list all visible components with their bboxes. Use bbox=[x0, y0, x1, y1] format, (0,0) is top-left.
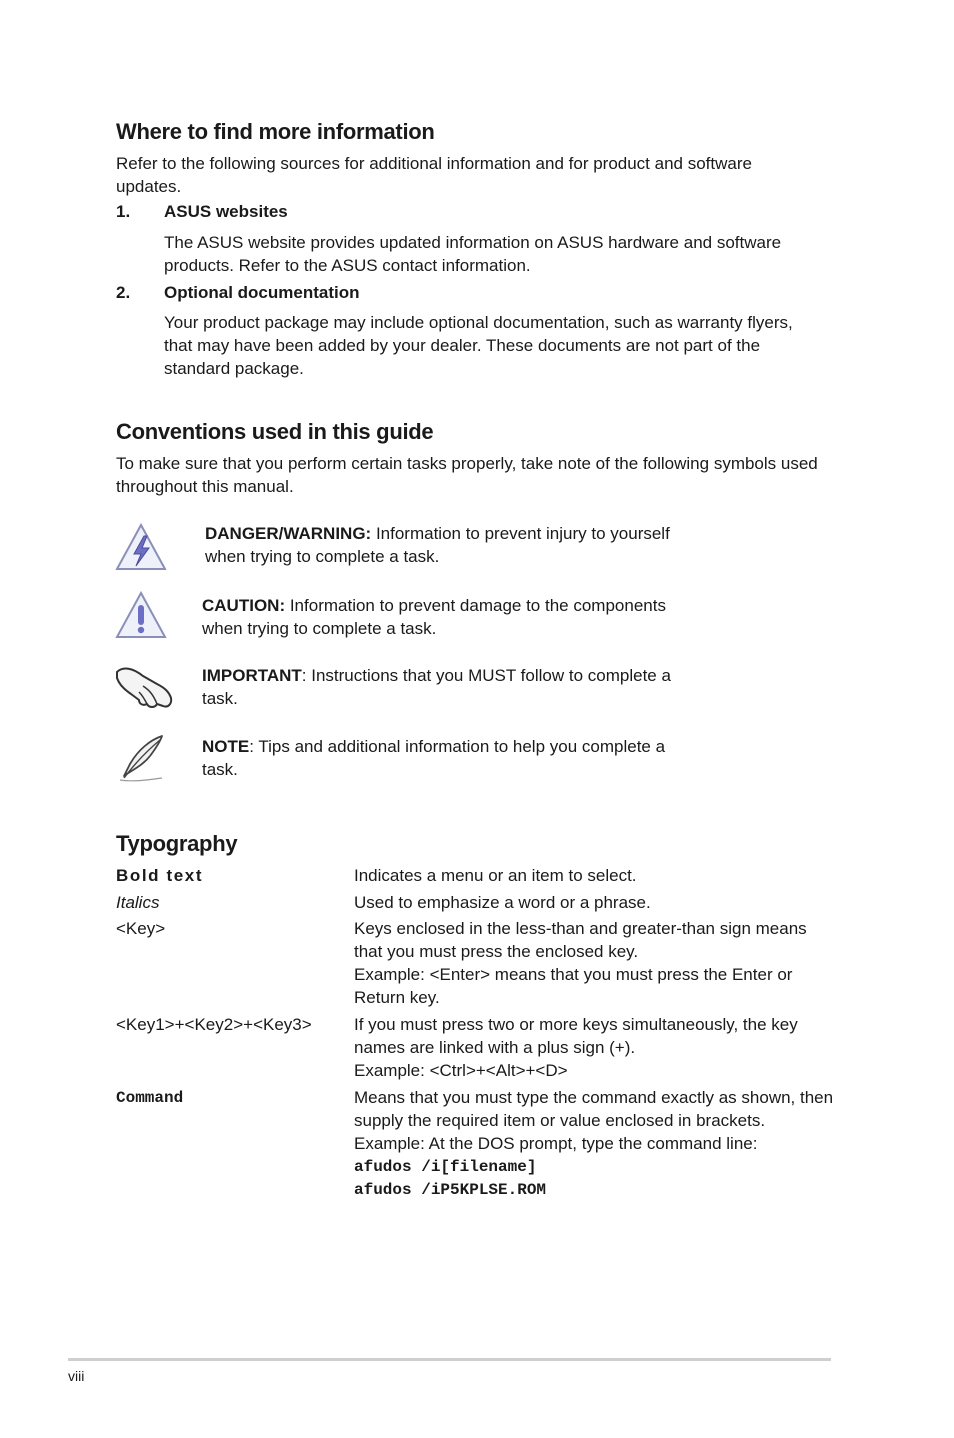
typography-code-line-1: afudos /i[filename] bbox=[354, 1158, 537, 1176]
typography-desc-key-combo: If you must press two or more keys simultaneously, the key names are linked with a plus sign (+). bbox=[354, 1015, 798, 1057]
notice-label: CAUTION: bbox=[202, 596, 286, 615]
typography-example-key: Example: <Enter> means that you must press the Enter or Return key. bbox=[354, 965, 793, 1007]
typography-term-italics: Italics bbox=[116, 893, 160, 912]
notice-text: : Instructions that you MUST follow to complete a task. bbox=[202, 666, 671, 708]
lightning-warning-icon bbox=[114, 522, 168, 572]
typography-code-line-2: afudos /iP5KPLSE.ROM bbox=[354, 1181, 547, 1199]
notice-text: Information to prevent injury to yourself when trying to complete a task. bbox=[205, 524, 670, 566]
notice-note bbox=[202, 735, 702, 781]
typography-desc-italics: Used to emphasize a word or a phrase. bbox=[354, 893, 651, 912]
section-heading-typography: Typography bbox=[116, 831, 238, 856]
section-intro-more-info: Refer to the following sources for additional information and for product and software updates. bbox=[116, 154, 752, 196]
notice-label: NOTE bbox=[202, 737, 250, 756]
section-heading-more-info: Where to find more information bbox=[116, 119, 435, 144]
exclamation-caution-icon bbox=[114, 590, 168, 640]
list-number-2: 2. bbox=[116, 283, 131, 302]
footer-rule bbox=[68, 1358, 831, 1361]
typography-desc-key: Keys enclosed in the less-than and greater-than sign means that you must press the enclosed key. bbox=[354, 919, 807, 961]
typography-term-bold: Bold text bbox=[116, 866, 204, 885]
list-body-asus-websites: The ASUS website provides updated information on ASUS hardware and software products. Refer to the ASUS contact information. bbox=[164, 233, 782, 275]
typography-term-command: Command bbox=[116, 1089, 184, 1107]
list-title-optional-documentation: Optional documentation bbox=[164, 283, 360, 302]
notice-danger-warning bbox=[205, 522, 705, 568]
typography-example-key-combo: Example: <Ctrl>+<Alt>+<D> bbox=[354, 1061, 568, 1080]
notice-text: Information to prevent damage to the components when trying to complete a task. bbox=[202, 596, 666, 638]
notice-caution bbox=[202, 594, 702, 640]
typography-term-key: <Key> bbox=[116, 919, 166, 938]
list-title-asus-websites: ASUS websites bbox=[164, 202, 288, 221]
notice-text: : Tips and additional information to help you complete a task. bbox=[202, 737, 666, 779]
typography-example-command: Example: At the DOS prompt, type the command line: bbox=[354, 1134, 758, 1153]
list-body-optional-documentation: Your product package may include optional documentation, such as warranty flyers, that may have been added by your dealer. These documents are not part of the standard package. bbox=[164, 313, 793, 378]
notice-label: DANGER/WARNING: bbox=[205, 524, 372, 543]
list-number-1: 1. bbox=[116, 202, 131, 221]
pointing-hand-icon bbox=[113, 662, 175, 712]
notice-label: IMPORTANT bbox=[202, 666, 302, 685]
page-number: viii bbox=[68, 1368, 85, 1384]
typography-desc-bold: Indicates a menu or an item to select. bbox=[354, 866, 637, 885]
section-heading-conventions: Conventions used in this guide bbox=[116, 419, 434, 444]
notice-important bbox=[202, 664, 702, 710]
quill-note-icon bbox=[114, 732, 170, 784]
section-intro-conventions: To make sure that you perform certain tasks properly, take note of the following symbols used throughout this manual. bbox=[116, 454, 818, 496]
typography-desc-command: Means that you must type the command exactly as shown, then supply the required item or value enclosed in brackets. bbox=[354, 1088, 834, 1130]
typography-term-key-combo: <Key1>+<Key2>+<Key3> bbox=[116, 1015, 312, 1034]
